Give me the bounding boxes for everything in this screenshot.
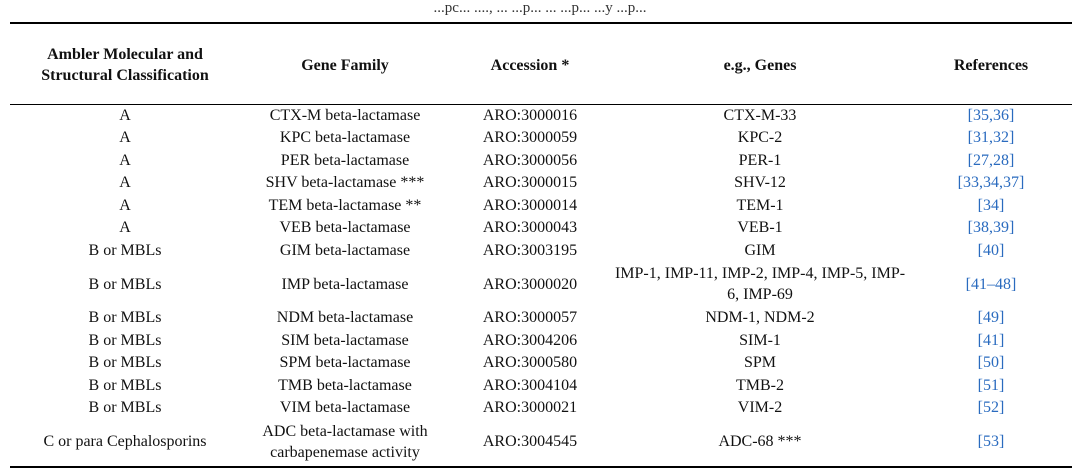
reference-open-bracket: [ [967,219,973,237]
classification-cell: A [119,174,131,192]
header-accession: Accession * [490,56,570,74]
gene-family-cell: SPM beta-lactamase [279,354,411,372]
reference-link[interactable]: 35,36 [973,106,1009,124]
example-genes-cell: KPC-2 [737,129,783,147]
gene-family-cell: GIM beta-lactamase [279,241,411,259]
example-genes-cell: TMB-2 [736,376,784,394]
classification-cell: B or MBLs [88,331,162,349]
table-row [10,262,1072,307]
table-row [10,397,1072,420]
reference-open-bracket: [ [957,174,963,192]
reference-link[interactable]: 50 [983,354,999,372]
reference-close-bracket: ] [1009,129,1015,147]
reference-open-bracket: [ [977,309,983,327]
references-cell [910,104,1072,127]
reference-close-bracket: ] [999,399,1005,417]
header-ambler-classification: Ambler Molecular and Structural Classification [41,46,209,84]
gene-family-cell: TEM beta-lactamase ** [268,196,422,214]
reference-close-bracket: ] [999,309,1005,327]
reference-open-bracket: [ [965,275,971,293]
reference-close-bracket: ] [999,241,1005,259]
classification-cell: A [119,129,131,147]
example-genes-cell: NDM-1, NDM-2 [705,309,815,327]
gene-family-cell: ADC beta-lactamase with carbapenemase activity [262,422,428,461]
accession-cell: ARO:3000021 [482,399,578,417]
reference-open-bracket: [ [977,241,983,259]
reference-link[interactable]: 27,28 [973,151,1009,169]
table-row [10,217,1072,240]
gene-family-cell: NDM beta-lactamase [276,309,414,327]
table-row [10,419,1072,464]
table-row [10,329,1072,352]
table-row [10,172,1072,195]
reference-close-bracket: ] [999,354,1005,372]
classification-cell: B or MBLs [88,309,162,327]
references-cell [910,127,1072,150]
table-row [10,194,1072,217]
example-genes-cell: SIM-1 [739,331,781,349]
classification-cell: B or MBLs [88,376,162,394]
accession-cell: ARO:3000043 [482,219,578,237]
reference-link[interactable]: 53 [983,433,999,450]
gene-family-cell: PER beta-lactamase [280,151,410,169]
table-row [10,127,1072,150]
classification-cell: C or para Cephalosporins [43,433,207,450]
example-genes-cell: GIM [744,241,776,259]
table-row [10,104,1072,127]
example-genes-cell: SHV-12 [734,174,786,192]
reference-close-bracket: ] [999,433,1005,450]
reference-close-bracket: ] [1009,106,1015,124]
references-cell [910,149,1072,172]
classification-cell: B or MBLs [88,399,162,417]
reference-close-bracket: ] [1009,219,1015,237]
reference-open-bracket: [ [977,196,983,214]
gene-family-cell: KPC beta-lactamase [279,129,411,147]
accession-cell: ARO:3000014 [482,196,578,214]
reference-close-bracket: ] [1011,275,1017,293]
references-cell [910,217,1072,240]
gene-family-cell: CTX-M beta-lactamase [269,106,421,124]
classification-cell: A [119,219,131,237]
classification-cell: A [119,151,131,169]
example-genes-cell: VEB-1 [737,219,783,237]
accession-cell: ARO:3000056 [482,151,578,169]
classification-cell: A [119,106,131,124]
accession-cell: ARO:3000580 [482,354,578,372]
accession-cell: ARO:3004206 [482,331,578,349]
references-cell [910,307,1072,330]
reference-link[interactable]: 41 [983,331,999,349]
accession-cell: ARO:3004104 [482,376,578,394]
table-top-rule [10,22,1072,24]
gene-family-cell: IMP beta-lactamase [281,275,409,293]
example-genes-cell: VIM-2 [737,399,783,417]
reference-close-bracket: ] [1009,151,1015,169]
references-cell [910,329,1072,352]
reference-open-bracket: [ [977,331,983,349]
reference-link[interactable]: 31,32 [973,129,1009,147]
accession-cell: ARO:3003195 [482,241,578,259]
references-cell [910,194,1072,217]
accession-cell: ARO:3004545 [482,433,578,450]
references-cell [910,374,1072,397]
beta-lactamase-table [10,26,1072,464]
reference-close-bracket: ] [999,331,1005,349]
reference-open-bracket: [ [977,433,983,450]
references-cell [910,262,1072,307]
table-body [10,104,1072,464]
table-row [10,149,1072,172]
reference-link[interactable]: 33,34,37 [963,174,1019,192]
gene-family-cell: SIM beta-lactamase [281,331,409,349]
example-genes-cell: SPM [743,354,777,372]
reference-open-bracket: [ [977,354,983,372]
reference-link[interactable]: 40 [983,241,999,259]
reference-link[interactable]: 38,39 [973,219,1009,237]
reference-link[interactable]: 34 [983,196,999,214]
example-genes-cell: ADC-68 *** [718,433,802,450]
reference-link[interactable]: 51 [983,376,999,394]
gene-family-cell: VEB beta-lactamase [279,219,411,237]
reference-close-bracket: ] [1019,174,1025,192]
gene-family-cell: SHV beta-lactamase *** [265,174,425,192]
accession-cell: ARO:3000020 [482,275,578,293]
example-genes-cell: IMP-1, IMP-11, IMP-2, IMP-4, IMP-5, IMP-6, IMP-69 [614,265,906,303]
example-genes-cell: TEM-1 [736,196,784,214]
reference-close-bracket: ] [999,376,1005,394]
reference-close-bracket: ] [999,196,1005,214]
reference-link[interactable]: 52 [983,399,999,417]
accession-cell: ARO:3000057 [482,309,578,327]
header-references: References [953,56,1029,74]
example-genes-cell: CTX-M-33 [723,106,797,124]
example-genes-cell: PER-1 [738,151,782,169]
reference-link[interactable]: 49 [983,309,999,327]
classification-cell: B or MBLs [88,275,162,293]
reference-open-bracket: [ [967,129,973,147]
header-example-genes: e.g., Genes [723,56,797,74]
classification-cell: B or MBLs [88,241,162,259]
references-cell [910,172,1072,195]
gene-family-cell: VIM beta-lactamase [279,399,411,417]
table-row [10,239,1072,262]
classification-cell: B or MBLs [88,354,162,372]
header-gene-family: Gene Family [301,56,389,74]
gene-family-cell: TMB beta-lactamase [278,376,412,394]
references-cell [910,352,1072,375]
caption-text: ...pc... ...., ... ...p... ... ...p... ...y ...p... [433,0,647,16]
accession-cell: ARO:3000016 [482,106,578,124]
accession-cell: ARO:3000015 [482,174,578,192]
reference-open-bracket: [ [977,399,983,417]
references-cell [910,397,1072,420]
reference-open-bracket: [ [967,106,973,124]
references-cell [910,239,1072,262]
reference-open-bracket: [ [977,376,983,394]
references-cell [910,419,1072,464]
reference-open-bracket: [ [967,151,973,169]
accession-cell: ARO:3000059 [482,129,578,147]
table-caption-fragment [0,0,1080,22]
classification-cell: A [119,196,131,214]
table-row [10,374,1072,397]
table-row [10,352,1072,375]
table-row [10,307,1072,330]
reference-link[interactable]: 41–48 [971,275,1011,293]
table-header-row [10,26,1072,104]
table-bottom-rule [10,466,1072,468]
